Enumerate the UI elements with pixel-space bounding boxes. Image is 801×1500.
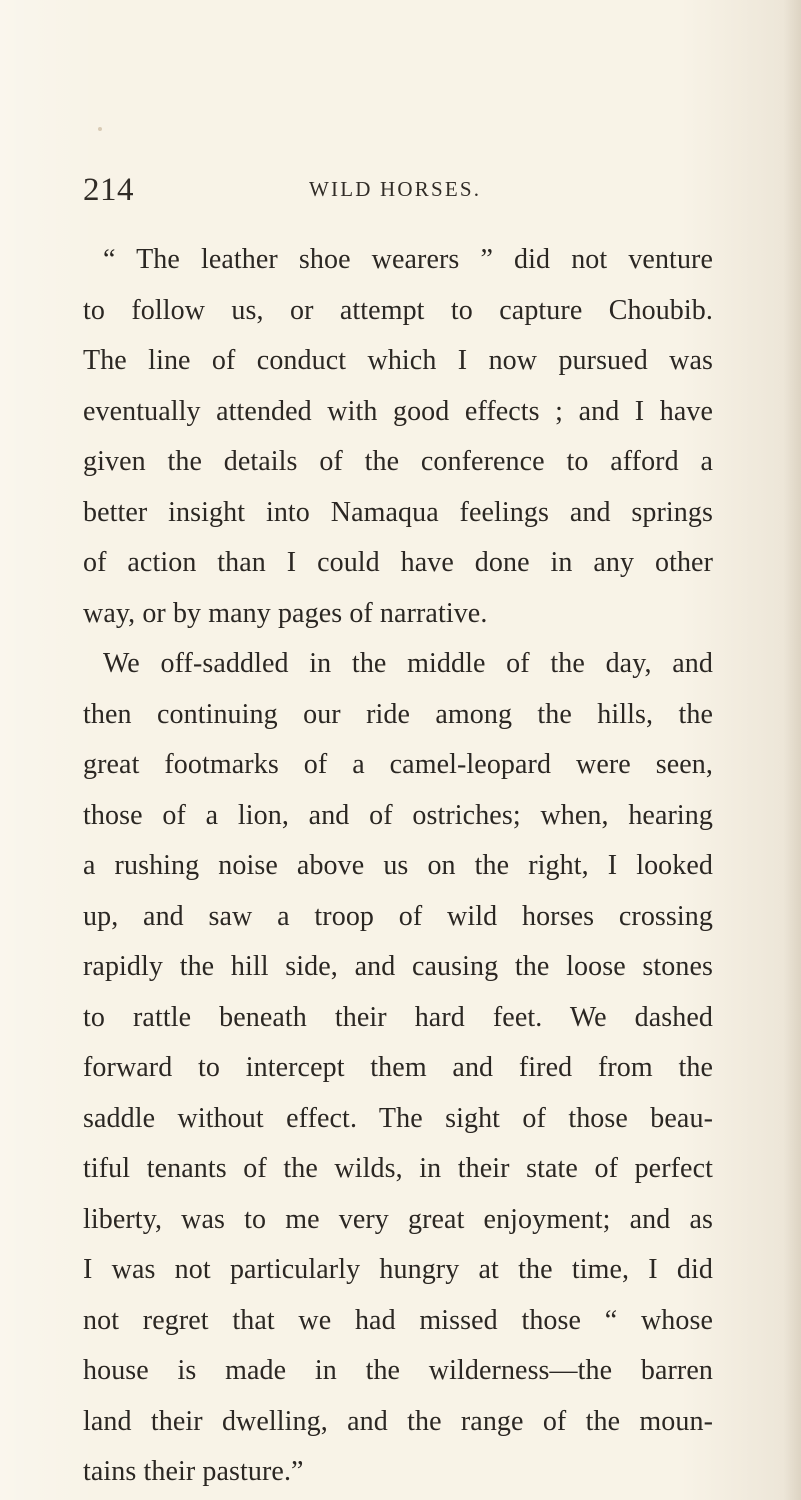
- paper-speck: [98, 127, 102, 131]
- text-line: forward to intercept them and fired from the: [83, 1052, 713, 1083]
- text-line: a rushing noise above us on the right, I looked: [83, 850, 713, 881]
- text-line: those of a lion, and of ostriches; when, hearing: [83, 799, 713, 831]
- page-number: 214: [83, 172, 134, 208]
- text-line: not regret that we had missed those “ whose: [83, 1304, 713, 1336]
- text-line: house is made in the wilderness—the barren: [83, 1355, 713, 1386]
- text-line: land their dwelling, and the range of the moun-: [83, 1405, 713, 1437]
- text-line: I was not particularly hungry at the time, I did: [83, 1254, 713, 1285]
- text-line: to follow us, or attempt to capture Choubib.: [83, 294, 713, 326]
- text-line: of action than I could have done in any other: [83, 547, 713, 578]
- body-text: [83, 235, 713, 1498]
- text-line: liberty, was to me very great enjoyment; and as: [83, 1203, 713, 1235]
- text-line: eventually attended with good effects ; and I have: [83, 395, 713, 427]
- text-line: tains their pasture.”: [83, 1456, 304, 1487]
- text-line: saddle without effect. The sight of those beau-: [83, 1102, 713, 1134]
- text-line: tiful tenants of the wilds, in their state of perfect: [83, 1153, 713, 1184]
- text-line: way, or by many pages of narrative.: [83, 597, 488, 629]
- text-line: better insight into Namaqua feelings and springs: [83, 496, 713, 528]
- text-line: We off-saddled in the middle of the day, and: [103, 648, 713, 679]
- text-line: then continuing our ride among the hills, the: [83, 698, 713, 730]
- text-line: given the details of the conference to afford a: [83, 446, 713, 477]
- page-edge-shadow: [783, 0, 801, 1500]
- text-line: to rattle beneath their hard feet. We dashed: [83, 1001, 713, 1033]
- text-line: up, and saw a troop of wild horses crossing: [83, 900, 713, 932]
- text-line: “ The leather shoe wearers ” did not venture: [103, 244, 713, 275]
- text-line: rapidly the hill side, and causing the loose stones: [83, 951, 713, 982]
- running-title: WILD HORSES.: [309, 177, 482, 201]
- running-head: [83, 172, 503, 208]
- text-line: The line of conduct which I now pursued was: [83, 345, 713, 376]
- text-line: great footmarks of a camel-leopard were seen,: [83, 749, 713, 780]
